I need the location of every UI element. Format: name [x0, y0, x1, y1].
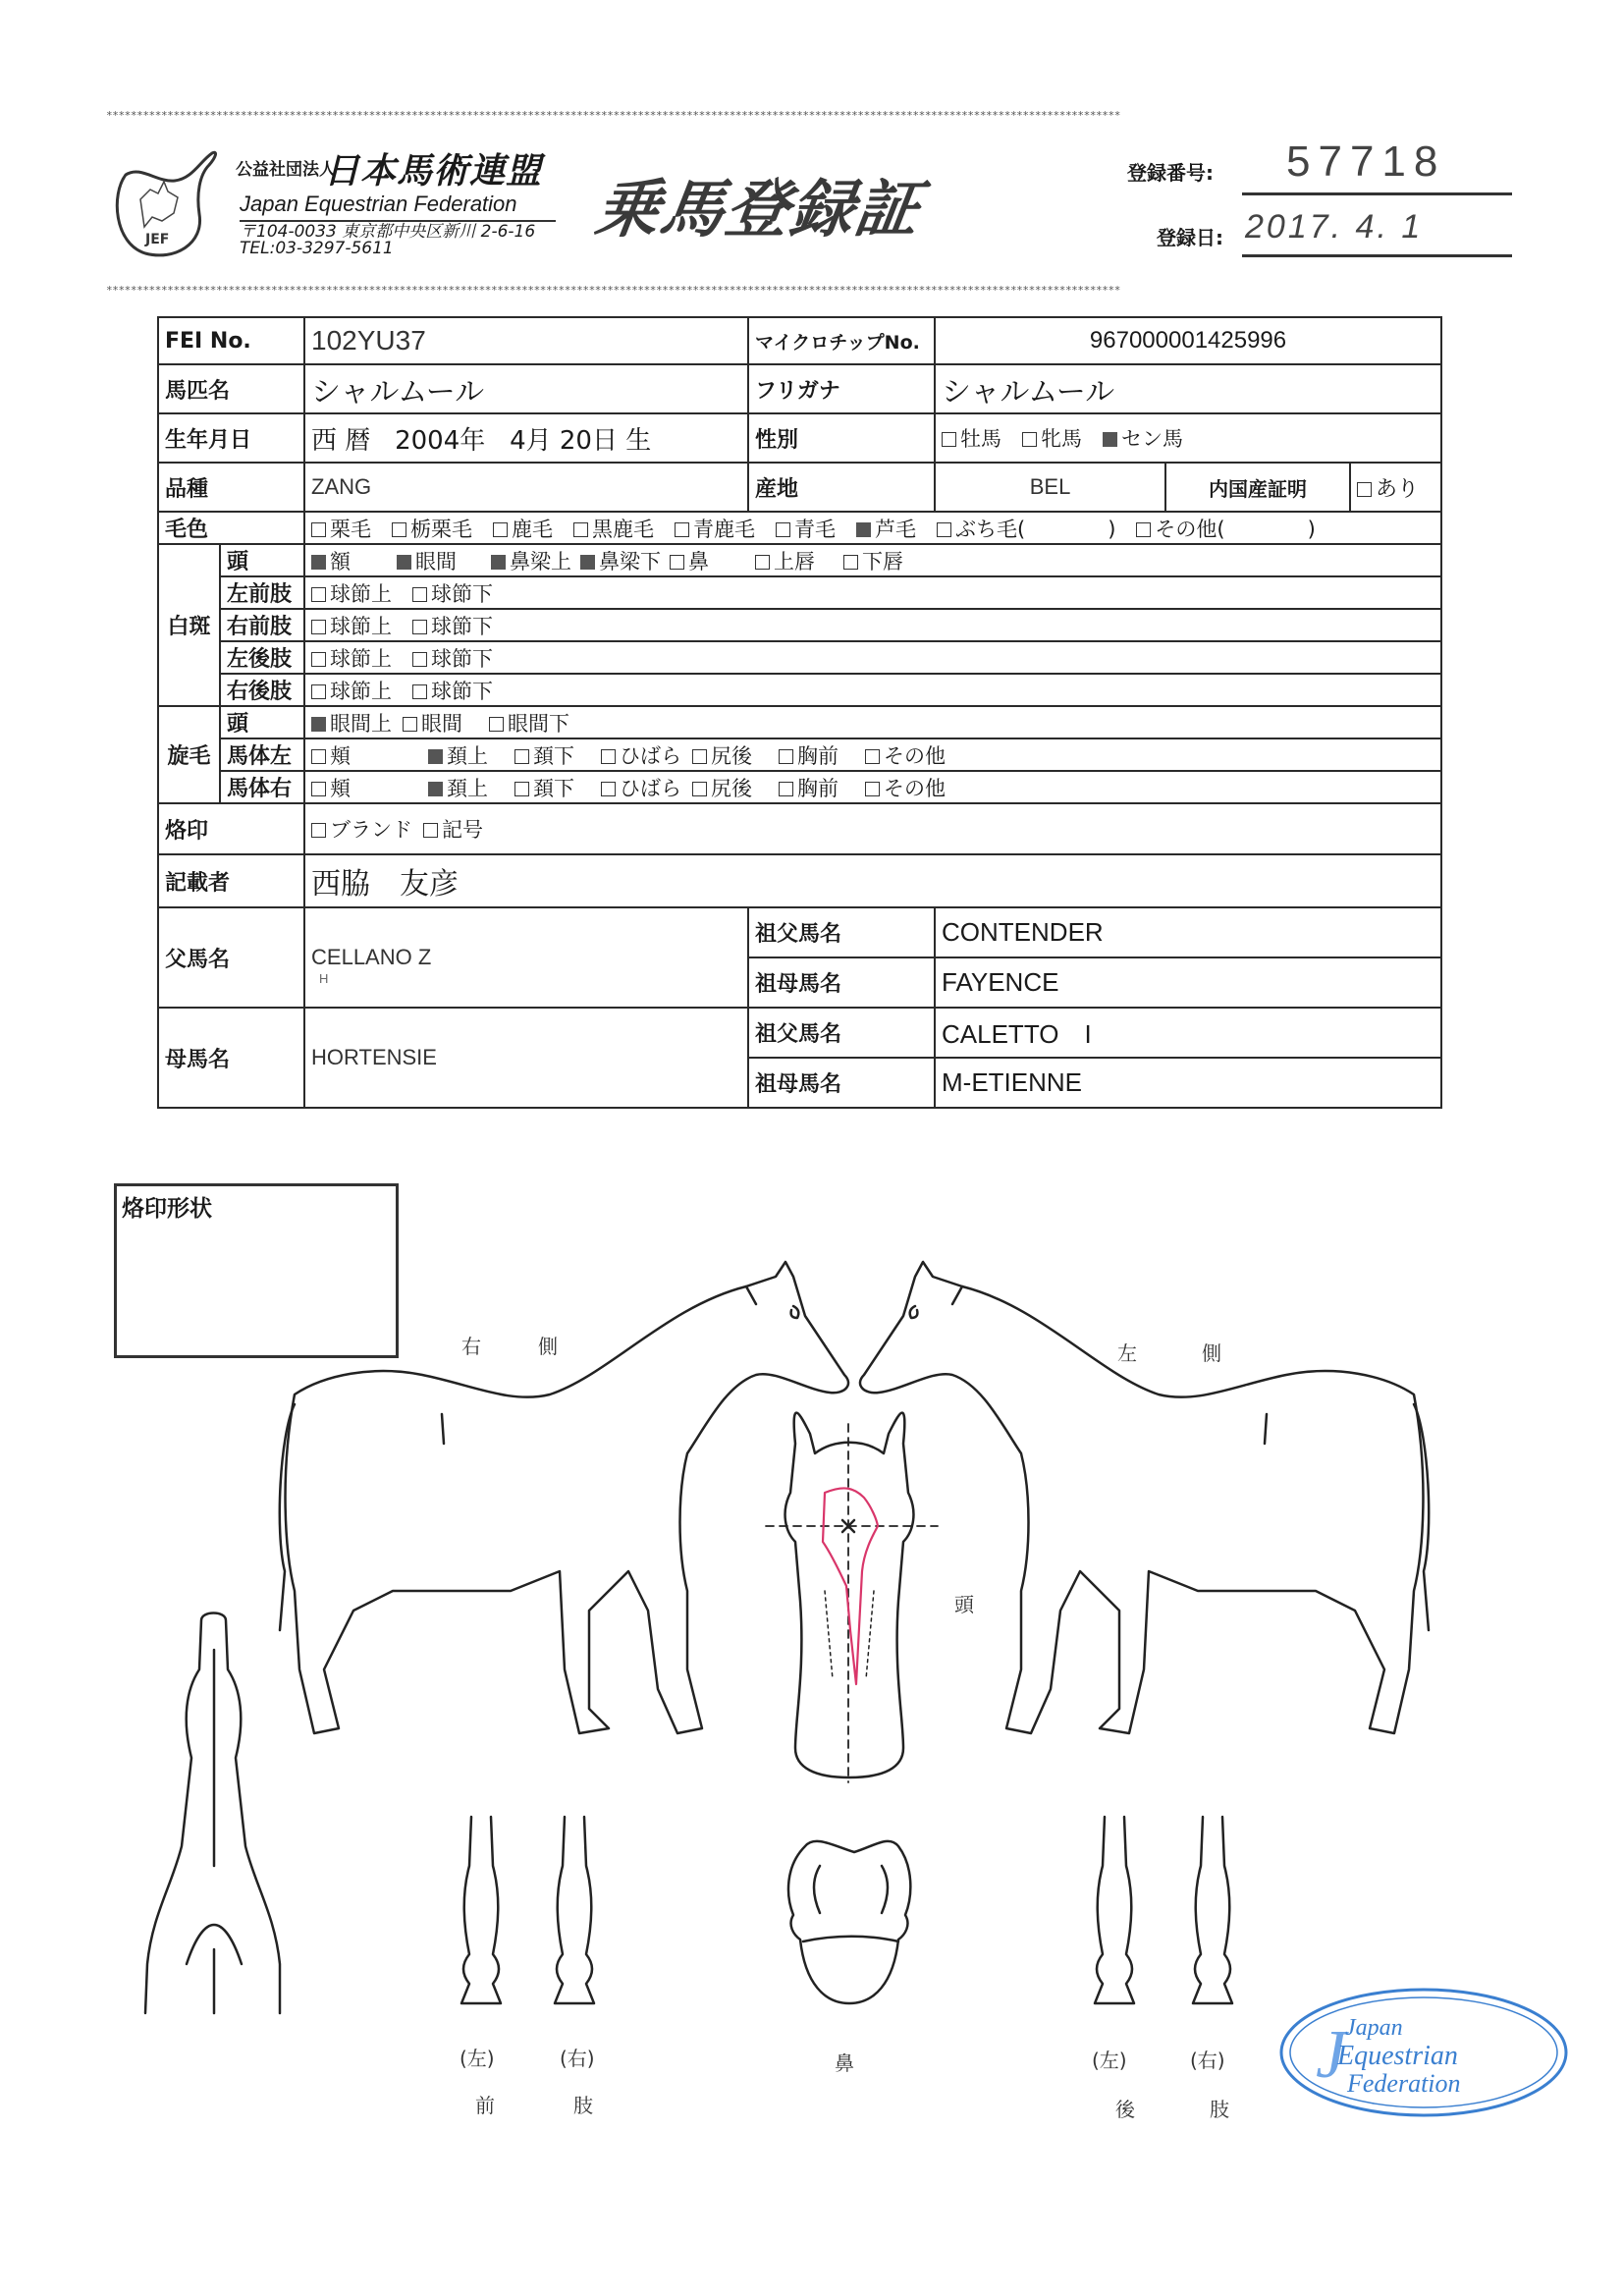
option-label: 尻後 — [711, 743, 753, 768]
hind-left-label: (左) — [1092, 2049, 1127, 2072]
option-label: 青鹿毛 — [693, 517, 756, 541]
origin-label: 産地 — [748, 463, 935, 512]
sire-granddam-label: 祖母馬名 — [748, 957, 935, 1008]
sire-granddam-value: FAYENCE — [935, 957, 1441, 1008]
reg-number-value: 57718 — [1286, 137, 1446, 186]
svg-text:Equestrian: Equestrian — [1337, 2041, 1458, 2071]
option-label: 頬 — [330, 743, 352, 768]
option-label: その他( ) — [1155, 517, 1316, 541]
option-label: ぶち毛( ) — [955, 517, 1116, 541]
sire-label: 父馬名 — [158, 907, 304, 1008]
chip-value: 967000001425996 — [935, 317, 1441, 364]
right-side-label-1: 右 — [461, 1335, 481, 1358]
birth-month: 4 — [510, 425, 526, 456]
brand-label: 烙印 — [158, 803, 304, 854]
separator-bottom: ********************************************************************************************************************************************************************** — [106, 285, 1120, 297]
option-label: 黒鹿毛 — [592, 517, 655, 541]
whorl-part: 頭 — [220, 706, 304, 738]
option-label: 栃栗毛 — [410, 517, 473, 541]
org-prefix: 公益社団法人 — [236, 160, 336, 180]
whorls-label: 旋毛 — [158, 706, 220, 803]
option-label: 額 — [330, 549, 352, 574]
option-label: 球節下 — [431, 581, 494, 606]
reg-date-value: 2017. 4. 1 — [1245, 208, 1424, 246]
option-label: その他 — [884, 776, 947, 800]
marking-part: 左前肢 — [220, 576, 304, 609]
birth-label: 生年月日 — [158, 413, 304, 463]
option-label: 球節上 — [330, 646, 393, 671]
hind-label-2: 肢 — [1210, 2098, 1229, 2121]
dam-label: 母馬名 — [158, 1008, 304, 1108]
fore-label-1: 前 — [475, 2094, 495, 2117]
option-label: 胸前 — [797, 776, 839, 800]
option-label: 胸前 — [797, 743, 839, 768]
option-label: 芦毛 — [875, 517, 917, 541]
jef-stamp-icon — [1276, 1984, 1571, 2121]
reg-number-label: 登録番号: — [1127, 161, 1214, 185]
fore-left-label: (左) — [460, 2047, 495, 2070]
right-side-label-2: 側 — [538, 1335, 558, 1358]
option-label: 青毛 — [794, 517, 837, 541]
dam-granddam-label: 祖母馬名 — [748, 1058, 935, 1108]
document-title: 乗馬登録証 — [590, 174, 926, 246]
fore-right-label: (右) — [560, 2047, 595, 2070]
fore-legs-icon — [461, 1817, 594, 2003]
option-label: あり — [1376, 476, 1420, 502]
hind-label-1: 後 — [1115, 2098, 1135, 2121]
org-address-line: 〒104-0033 東京都中央区新川 2-6-16 — [240, 222, 536, 242]
svg-text:Japan: Japan — [1345, 2015, 1403, 2041]
furigana-label: フリガナ — [748, 364, 935, 413]
furigana-value: シャルムール — [935, 364, 1441, 413]
option-label: 眼間 — [421, 711, 463, 736]
option-label: 牡馬 — [960, 427, 1002, 451]
name-label: 馬匹名 — [158, 364, 304, 413]
option-label: 下唇 — [862, 549, 904, 574]
option-label: 頚下 — [533, 776, 575, 800]
dam-grandsire-value: CALETTO I — [935, 1008, 1441, 1058]
sire-annotation: H — [319, 971, 329, 986]
option-label: ひばら — [620, 743, 682, 768]
org-tel: TEL:03-3297-5611 — [240, 239, 394, 258]
left-side-label-2: 側 — [1202, 1341, 1221, 1365]
dam-value: HORTENSIE — [304, 1008, 748, 1108]
option-label: ブランド — [330, 818, 413, 842]
option-label: 記号 — [442, 818, 484, 842]
birth-era: 西 暦 — [311, 425, 371, 456]
option-label: 眼間上 — [330, 711, 393, 736]
breed-label: 品種 — [158, 463, 304, 512]
org-name: 日本馬術連盟 — [324, 151, 543, 191]
fei-value: 102YU37 — [304, 317, 748, 364]
hind-legs-icon — [1095, 1817, 1232, 2003]
option-label: 栗毛 — [330, 517, 372, 541]
left-side-label-1: 左 — [1117, 1341, 1137, 1365]
sex-label: 性別 — [748, 413, 935, 463]
recorder-label: 記載者 — [158, 854, 304, 907]
sire-grandsire-value: CONTENDER — [935, 907, 1441, 957]
svg-text:J: J — [1316, 2017, 1347, 2093]
option-label: ひばら — [620, 776, 682, 800]
horse-nose-icon — [788, 1841, 910, 2003]
option-label: 球節上 — [330, 614, 393, 638]
option-label: 尻後 — [711, 776, 753, 800]
option-label: 頬 — [330, 776, 352, 800]
option-label: 球節上 — [330, 581, 393, 606]
recorder-value: 西脇 友彦 — [304, 854, 1441, 907]
marking-part: 右後肢 — [220, 674, 304, 706]
option-label: 球節下 — [431, 614, 494, 638]
option-label: セン馬 — [1121, 427, 1184, 451]
horse-head-front-icon — [766, 1413, 938, 1782]
fei-label: FEI No. — [158, 317, 304, 364]
option-label: 鹿毛 — [512, 517, 554, 541]
option-label: 牝馬 — [1041, 427, 1083, 451]
birth-year-unit: 年 — [460, 425, 486, 456]
name-value: シャルムール — [304, 364, 748, 413]
svg-text:JEF: JEF — [145, 232, 170, 247]
option-label: 頚上 — [447, 743, 489, 768]
breed-value: ZANG — [304, 463, 748, 512]
birth-year: 2004 — [395, 425, 460, 456]
head-label: 頭 — [954, 1593, 974, 1616]
org-name-en: Japan Equestrian Federation — [240, 191, 517, 216]
svg-text:Federation: Federation — [1347, 2069, 1461, 2098]
birth-month-unit: 月 — [525, 425, 552, 456]
birth-day: 20 — [559, 425, 592, 456]
option-label: 頚上 — [447, 776, 489, 800]
chip-label: マイクロチップNo. — [748, 317, 935, 364]
sire-name: CELLANO Z — [311, 945, 432, 969]
nose-label: 鼻 — [835, 2051, 854, 2075]
option-label: その他 — [884, 743, 947, 768]
dam-grandsire-label: 祖父馬名 — [748, 1008, 935, 1058]
option-label: 上唇 — [774, 549, 816, 574]
option-label: 眼間 — [415, 549, 458, 574]
dam-granddam-value: M-ETIENNE — [935, 1058, 1441, 1108]
option-label: 球節下 — [431, 679, 494, 703]
sire-grandsire-label: 祖父馬名 — [748, 907, 935, 957]
marking-part: 左後肢 — [220, 641, 304, 674]
option-label: 球節上 — [330, 679, 393, 703]
horse-left-side-icon — [860, 1262, 1429, 1733]
option-label: 頚下 — [533, 743, 575, 768]
horse-right-side-icon — [280, 1262, 848, 1733]
color-label: 毛色 — [158, 512, 304, 544]
domestic-label: 内国産証明 — [1165, 463, 1350, 512]
option-label: 鼻梁上 — [510, 549, 572, 574]
brand-shape-label: 烙印形状 — [122, 1196, 212, 1222]
marking-part: 頭 — [220, 544, 304, 576]
horse-top-view-icon — [145, 1613, 280, 2014]
separator-top: ********************************************************************************************************************************************************************** — [106, 110, 1120, 122]
hind-right-label: (右) — [1190, 2049, 1225, 2072]
marking-part: 右前肢 — [220, 609, 304, 641]
whorl-part: 馬体左 — [220, 738, 304, 771]
fore-label-2: 肢 — [573, 2094, 593, 2117]
origin-value: BEL — [935, 463, 1165, 512]
whorl-part: 馬体右 — [220, 771, 304, 803]
markings-label: 白斑 — [158, 544, 220, 706]
reg-date-label: 登録日: — [1157, 226, 1223, 249]
option-label: 鼻梁下 — [599, 549, 662, 574]
option-label: 球節下 — [431, 646, 494, 671]
option-label: 鼻 — [688, 549, 710, 574]
birth-day-unit: 日 生 — [591, 425, 652, 456]
option-label: 眼間下 — [508, 711, 570, 736]
